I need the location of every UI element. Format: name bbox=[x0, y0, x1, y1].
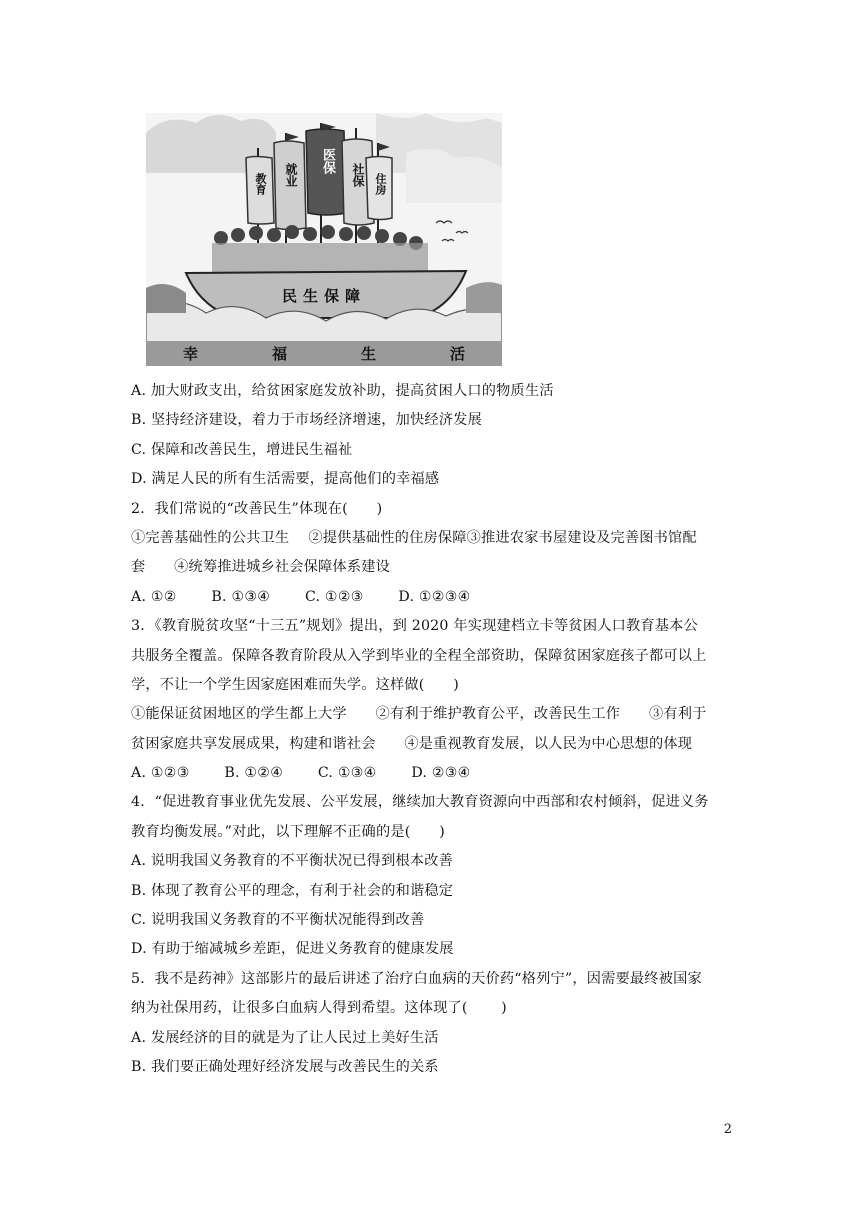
q5-stem-line: 纳为社保用药，让很多白血病人得到希望。这体现了( ) bbox=[131, 1000, 507, 1017]
q2-option-c: C. ①②③ bbox=[304, 588, 364, 605]
q3-stem-line: 学，不让一个学生因家庭困难而失学。这样做( ) bbox=[131, 676, 459, 693]
sail-label-employment: 就业 bbox=[284, 163, 298, 187]
q3-stem-line: 共服务全覆盖。保障各教育阶段从入学到毕业的全程全部资助，保障贫困家庭孩子都可以上 bbox=[131, 647, 707, 664]
q2-items-line: 套 ④统筹推进城乡社会保障体系建设 bbox=[131, 559, 390, 576]
q1-option-d: D. 满足人民的所有生活需要，提高他们的幸福感 bbox=[131, 471, 440, 488]
sail-label-education: 教育 bbox=[254, 173, 267, 195]
hull-label: 民生保障 bbox=[281, 287, 366, 305]
q4-option-d: D. 有助于缩减城乡差距，促进义务教育的健康发展 bbox=[131, 941, 454, 958]
banner-label bbox=[146, 343, 502, 364]
q2-items-line: ①完善基础性的公共卫生 ②提供基础性的住房保障③推进农家书屋建设及完善图书馆配 bbox=[131, 529, 697, 546]
q2-options bbox=[131, 588, 736, 617]
q3-items-line: 贫困家庭共享发展成果，构建和谐社会 ④是重视教育发展，以人民为中心思想的体现 bbox=[131, 735, 693, 752]
banner-char: 幸 bbox=[182, 345, 198, 363]
q2-stem: 2．我们常说的“改善民生”体现在( ) bbox=[131, 500, 383, 517]
q3-options bbox=[131, 764, 736, 793]
q4-option-a: A. 说明我国义务教育的不平衡状况已得到根本改善 bbox=[131, 853, 454, 870]
q3-option-b: B. ①②④ bbox=[224, 765, 284, 782]
sail-label-social-security: 社保 bbox=[351, 163, 365, 187]
question-text bbox=[131, 382, 736, 1087]
q3-items-line: ①能保证贫困地区的学生都上大学 ②有利于维护教育公平，改善民生工作 ③有利于 bbox=[131, 706, 707, 723]
ship-illustration bbox=[146, 113, 502, 366]
q4-option-c: C. 说明我国义务教育的不平衡状况能得到改善 bbox=[131, 912, 425, 929]
banner-char: 生 bbox=[360, 345, 376, 363]
page-number: 2 bbox=[723, 1122, 732, 1137]
q3-option-a: A. ①②③ bbox=[131, 765, 190, 782]
sail-label-housing: 住房 bbox=[374, 173, 387, 195]
q3-option-d: D. ②③④ bbox=[411, 765, 471, 782]
q5-stem-line: 5．我不是药神》这部影片的最后讲述了治疗白血病的天价药“格列宁”，因需要最终被国家 bbox=[131, 970, 702, 987]
q4-stem-line: 4．“促进教育事业优先发展、公平发展，继续加大教育资源向中西部和农村倾斜，促进义务 bbox=[131, 794, 709, 811]
banner-char: 福 bbox=[271, 345, 287, 363]
q2-option-a: A. ①② bbox=[131, 588, 177, 605]
q4-stem-line: 教育均衡发展。”对此，以下理解不正确的是( ) bbox=[131, 823, 445, 840]
q3-stem-line: 3．《教育脱贫攻坚“十三五”规划》提出，到 2020 年实现建档立卡等贫困人口教育基本公 bbox=[131, 618, 698, 635]
q5-option-a: A. 发展经济的目的就是为了让人民过上美好生活 bbox=[131, 1029, 439, 1046]
q1-option-b: B. 坚持经济建设，着力于市场经济增速，加快经济发展 bbox=[131, 412, 482, 429]
q1-option-c: C. 保障和改善民生，增进民生福祉 bbox=[131, 441, 353, 458]
q2-option-b: B. ①③④ bbox=[211, 588, 271, 605]
q2-option-d: D. ①②③④ bbox=[398, 588, 471, 605]
q4-option-b: B. 体现了教育公平的理念，有利于社会的和谐稳定 bbox=[131, 882, 454, 899]
q3-option-c: C. ①③④ bbox=[317, 765, 377, 782]
q5-option-b: B. 我们要正确处理好经济发展与改善民生的关系 bbox=[131, 1058, 439, 1075]
sail-label-medical: 医保 bbox=[320, 148, 335, 174]
banner-char: 活 bbox=[449, 345, 465, 363]
q1-option-a: A. 加大财政支出，给贫困家庭发放补助，提高贫困人口的物质生活 bbox=[131, 383, 554, 399]
